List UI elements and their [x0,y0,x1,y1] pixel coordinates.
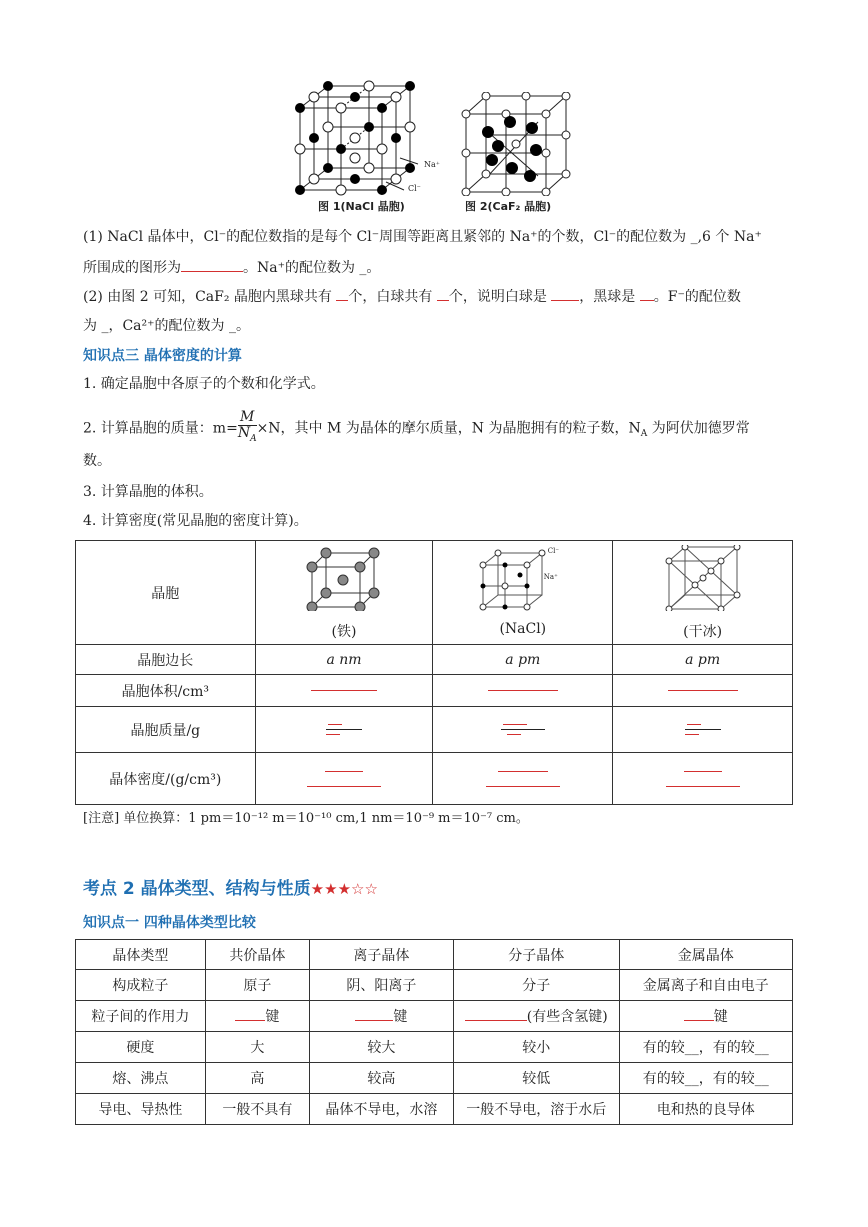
edge-value: a pm [433,645,613,675]
header-cell: 金属晶体 [619,940,792,970]
q2-line2: 为 _，Ca²⁺的配位数为 _。 [83,318,250,334]
table-cell: (有些含氢键) [453,1001,619,1032]
table-cell: 粒子间的作用力 [76,1001,206,1032]
header-cell: 晶体类型 [76,940,206,970]
table-cell: 原子 [205,970,309,1001]
table-cell: 键 [310,1001,454,1032]
figure-caption-1: 图 1(NaCl 晶胞) [318,200,405,213]
table-cell: 分子 [453,970,619,1001]
edge-value: a nm [255,645,433,675]
step4: 4. 计算密度(常见晶胞的密度计算)。 [83,513,308,529]
row-label-cell: 晶胞体积/cm³ [76,675,256,707]
iron-bcc-icon [304,547,384,611]
nacl-unit-cell-figure [290,80,440,198]
table-cell: 熔、沸点 [76,1063,206,1094]
table-cell: 电和热的良导体 [619,1094,792,1125]
row-label-cell: 晶胞质量/g [76,707,256,753]
unit-note: [注意] 单位换算：1 pm＝10⁻¹² m＝10⁻¹⁰ cm,1 nm＝10⁻⁹ m＝10⁻⁷ cm。 [83,811,529,826]
difficulty-stars: ★★★☆☆ [310,880,378,898]
label-cl: Cl⁻ [408,184,421,193]
table-cell: 硬度 [76,1032,206,1063]
volume-blank [433,675,613,707]
volume-blank [255,675,433,707]
mini-cl-label: Cl⁻ [547,546,560,555]
table-cell: 有的较__，有的较__ [619,1032,792,1063]
table-cell: 大 [205,1032,309,1063]
table-cell: 键 [205,1001,309,1032]
table-cell: 一般不具有 [205,1094,309,1125]
nacl-mini-icon [478,549,548,611]
section3-title: 知识点三 晶体密度的计算 [83,348,242,364]
table-cell: 较低 [453,1063,619,1094]
row-label-cell: 晶胞 [76,541,256,645]
step2: 2. 计算晶胞的质量：m= $\frac{M}{N_A}$ ×N，其中 M 为晶体的摩尔质量，N 为晶胞拥有的粒子数，$N_A$ 为阿伏加德罗常 [83,410,750,447]
header-cell: 共价晶体 [205,940,309,970]
label-na: Na⁺ [424,160,440,169]
density-blank [613,753,793,805]
header-cell: 分子晶体 [453,940,619,970]
step2-cont: 数。 [83,453,111,469]
table-cell: 键 [619,1001,792,1032]
step1: 1. 确定晶胞中各原子的个数和化学式。 [83,376,325,392]
table-cell: 高 [205,1063,309,1094]
edge-value: a pm [613,645,793,675]
dry-ice-label: (干冰) [683,623,723,640]
row-label-cell: 晶体密度/(g/cm³) [76,753,256,805]
q2-line1: (2) 由图 2 可知，CaF₂ 晶胞内黑球共有 个，白球共有 个，说明白球是 ，黑球是 。F⁻的配位数 [83,286,741,307]
density-blank [255,753,433,805]
row-label-cell: 晶胞边长 [76,645,256,675]
crystal-compare-table [75,939,793,1125]
iron-label: (铁) [331,623,357,640]
table-cell: 金属离子和自由电子 [619,970,792,1001]
table-cell: 晶体不导电，水溶 [310,1094,454,1125]
caf2-unit-cell-figure [458,92,576,196]
mini-na-label: Na⁺ [543,572,558,581]
table-cell: 导电、导热性 [76,1094,206,1125]
q1-line2: 所围成的图形为 。Na⁺的配位数为 _。 [83,257,380,278]
header-cell: 离子晶体 [310,940,454,970]
kaodian2-title: 考点 2 晶体类型、结构与性质★★★☆☆ [83,879,378,899]
table-cell: 较小 [453,1032,619,1063]
density-blank [433,753,613,805]
mass-fraction: $\frac{M}{N_A}$ [237,409,257,444]
mass-blank [433,707,613,753]
mass-blank [255,707,433,753]
table-cell: 构成粒子 [76,970,206,1001]
section-k1-title: 知识点一 四种晶体类型比较 [83,915,256,931]
iron-cell [255,541,433,645]
volume-blank [613,675,793,707]
table-cell: 一般不导电，溶于水后 [453,1094,619,1125]
figure-caption-2: 图 2(CaF₂ 晶胞) [465,200,552,213]
nacl-cell [433,541,613,645]
table-cell: 较高 [310,1063,454,1094]
table-cell: 阴、阳离子 [310,970,454,1001]
nacl-label: (NaCl) [499,620,547,637]
q1-line1: (1) NaCl 晶体中，Cl⁻的配位数指的是每个 Cl⁻周围等距离且紧邻的 Na⁺的个数，Cl⁻的配位数为 _,6 个 Na⁺ [83,229,762,245]
table-cell: 较大 [310,1032,454,1063]
density-table [75,540,793,805]
mass-blank [613,707,793,753]
dry-ice-icon [663,545,743,611]
table-cell: 有的较__，有的较__ [619,1063,792,1094]
step3: 3. 计算晶胞的体积。 [83,484,213,500]
dry-ice-cell [613,541,793,645]
